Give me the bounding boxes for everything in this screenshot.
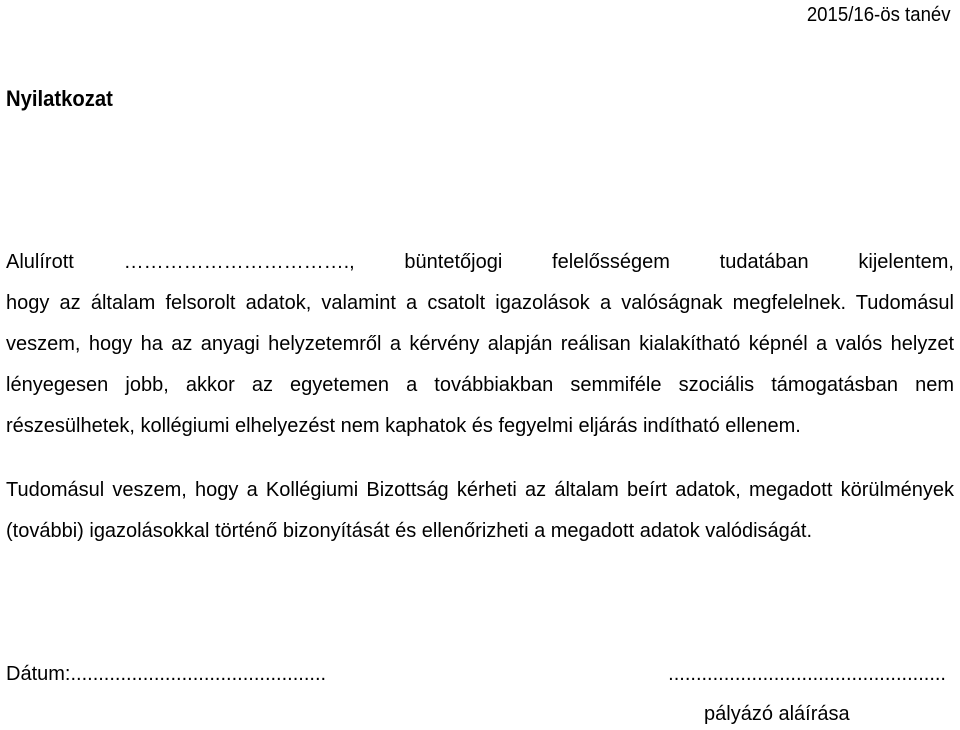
signature-line: .................................................. [668, 663, 946, 685]
paragraph-line: Tudomásul veszem, hogy a Kollégiumi Bizottság kérheti az általam beírt adatok, megadott körülmények [6, 479, 954, 501]
paragraph-line: hogy az általam felsorolt adatok, valamint a csatolt igazolások a valóságnak megfelelnek. Tudomásul [6, 292, 954, 314]
paragraph-line: részesülhetek, kollégiumi elhelyezést nem kaphatok és fegyelmi eljárás indítható ellenem. [6, 415, 801, 437]
paragraph-line: Alulírott ……………………………., büntetőjogi felelősségem tudatában kijelentem, [6, 251, 954, 273]
paragraph-line: veszem, hogy ha az anyagi helyzetemről a kérvény alapján reálisan kialakítható képnél a valós helyzet [6, 333, 954, 355]
paragraph-line: lényegesen jobb, akkor az egyetemen a továbbiakban semmiféle szociális támogatásban nem [6, 374, 954, 396]
paragraph-line: (további) igazolásokkal történő bizonyítását és ellenőrizheti a megadott adatok valódiságát. [6, 520, 813, 542]
document-title: Nyilatkozat [6, 86, 113, 111]
signature-label: pályázó aláírása [704, 703, 850, 725]
declaration-paragraph [6, 242, 954, 447]
acknowledgement-paragraph [6, 470, 954, 552]
date-field: Dátum:.............................................. [6, 663, 327, 685]
school-year-label: 2015/16-ös tanév [807, 4, 951, 26]
